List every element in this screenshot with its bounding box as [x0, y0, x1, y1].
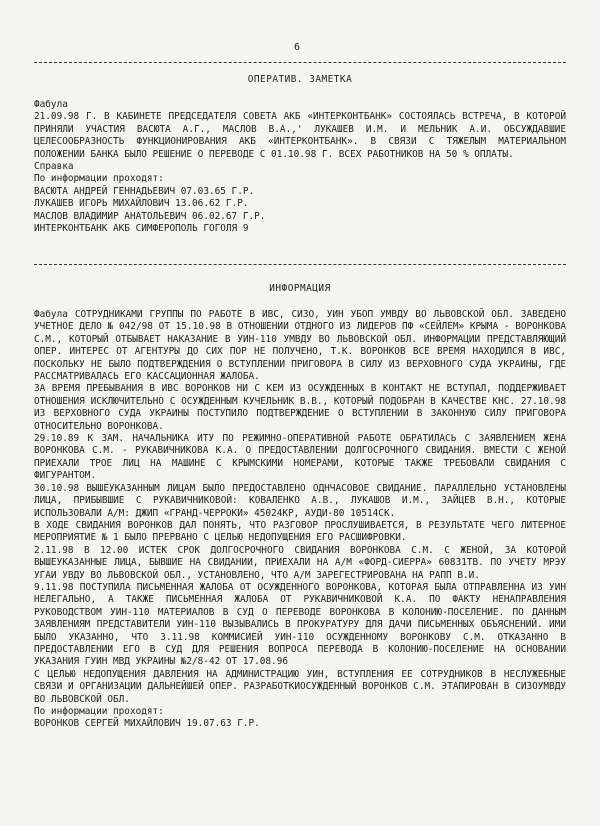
info-label: По информации проходят:	[34, 173, 164, 185]
operative-note	[34, 99, 566, 235]
paragraph: ЗА ВРЕМЯ ПРЕБЫВАНИЯ В ИВС ВОРОНКОВ НИ С КЕМ ИЗ ОСУЖДЕННЫХ В КОНТАКТ НЕ ВСТУПАЛ, ПОДДЕРЖИВАЕТ ОТНОШЕНИЯ ИСКЛЮЧИТЕЛЬНО С ОСУЖДЕННЫМ КУЧЕЛЬНИК В.В., КОТОРЫЙ ПОДОБРАН В КАЧЕСТВЕ КНС. 27.10.98 ИЗ ВЕРХОВНОГО СУДА УКРАИНЫ ПОСТУПИЛО ПОДТВЕРЖДЕНИЕ О ВСТУПЛЕНИИ В ЗАКОННУЮ СИЛУ ПРИГОВОРА ОТНОСИТЕЛЬНО ВОРОНКОВА.	[34, 383, 566, 432]
paragraph: С ЦЕЛЬЮ НЕДОПУЩЕНИЯ ДАВЛЕНИЯ НА АДМИНИСТРАЦИЮ УИН, ВСТУПЛЕНИЯ ЕЕ СОТРУДНИКОВ В НЕСЛУЖЕБНЫЕ СВЯЗИ И ОРГАНИЗАЦИИ ДАЛЬНЕЙШЕЙ ОПЕР. РАЗРАБОТКИОСУЖДЕННЫЙ ВОРОНКОВ С.М. ЭТАПИРОВАН В СИЗОУМВДУ ВО ЛЬВОВСКОЙ ОБЛ.	[34, 668, 566, 705]
reference-label: Справка	[34, 161, 74, 173]
fabula-label: Фабула	[34, 99, 68, 110]
section-title: ОПЕРАТИВ. ЗАМЕТКА	[247, 74, 353, 85]
fabula-text: 21.09.98 Г. В КАБИНЕТЕ ПРЕДСЕДАТЕЛЯ СОВЕТА АКБ «ИНТЕРКОНТБАНК» СОСТОЯЛАСЬ ВСТРЕЧА, В КОТОРОЙ ПРИНЯЛИ УЧАСТИЯ ВАСЮТА А.Г., МАСЛОВ В.А.,' ЛУКАШЕВ И.М. И МЕЛЬНИК А.И. ОБСУЖДАВШИЕ ЦЕЛЕСООБРАЗНОСТЬ ФУНКЦИОНИРОВАНИЯ АКБ «ИНТЕРКОНТБАНК». В СВЯЗИ С ТЯЖЕЛЫМ МАТЕРИАЛЬНОМ ПОЛОЖЕНИИ БАНКА БЫЛО РЕШЕНИЕ О ПЕРЕВОДЕ С 01.10.98 Г. ВСЕХ РАБОТНИКОВ НА 50 % ОПЛАТЫ.	[34, 111, 566, 160]
page-number: 6	[294, 42, 301, 53]
paragraph: 9.11.98 ПОСТУПИЛА ПИСЬМЕННАЯ ЖАЛОБА ОТ ОСУЖДЕННОГО ВОРОНКОВА, КОТОРАЯ БЫЛА ОТПРАВЛЕННА ИЗ УИН НЕЛЕГАЛЬНО, А ТАКЖЕ ПИСЬМЕННАЯ ЖАЛОБА ОТ РУКАВИЧНИКОВОЙ К.А. ПО ФАКТУ НЕНАПРАВЛЕНИЯ РУКОВОДСТВОМ УИН-110 МАТЕРИАЛОВ В СУД О ПЕРЕВОДЕ ВОРОНКОВА В КОЛОНИЮ-ПОСЕЛЕНИЕ. ПО ДАННЫМ ЗАЯВЛЕНИЯМ ПРЕДСТАВИТЕЛИ УИН-110 ВЫЗЫВАЛИСЬ В ПРОКУРАТУРУ ДЛЯ ДАЧИ ПИСЬМЕННЫХ ОБЪЯСНЕНИЙ. ИМИ БЫЛО УКАЗАННО, ЧТО 3.11.98 КОММИСИЕЙ УИН-110 ОСУЖДЕННОМУ ВОРОНКОВУ С.М. ОТКАЗАННО В ПРЕДОСТАВЛЕНИИ ЕГО В СУД ДЛЯ РЕШЕНИЯ ВОПРОСА ПЕРЕВОДА В КОЛОНИЮ-ПОСЕЛЕНИЕ НА ОСНОВАНИИ УКАЗАНИЯ ГУИН МВД УКРАИНЫ №2/8-42 ОТ 17.08.96	[34, 581, 566, 668]
paragraph: В ХОДЕ СВИДАНИЯ ВОРОНКОВ ДАЛ ПОНЯТЬ, ЧТО РАЗГОВОР ПРОСЛУШИВАЕТСЯ, В РЕЗУЛЬТАТЕ ЧЕГО ЛИТЕРНОЕ МЕРОПРИЯТИЕ № 1 БЫЛО ПРЕРВАНО С ЦЕЛЬЮ НЕДОПУЩЕНИЯ ЕГО РАСШИФРОВКИ.	[34, 519, 566, 544]
person-entry: МАСЛОВ ВЛАДИМИР АНАТОЛЬЕВИЧ 06.02.67 Г.Р.	[34, 210, 266, 222]
paragraph: 2.11.98 В 12.00 ИСТЕК СРОК ДОЛГОСРОЧНОГО СВИДАНИЯ ВОРОНКОВА С.М. С ЖЕНОЙ, ЗА КОТОРОЙ ВЫШЕУКАЗАННЫЕ ЛИЦА, БЫВШИЕ НА СВИДАНИИ, ПРИЕХАЛИ НА А/М «ФОРД-СИЕРРА» 60831ТВ. ПО УЧЕТУ МРЭУ УГАИ УВДУ ВО ЛЬВОВСКОЙ ОБЛ., УСТАНОВЛЕНО, ЧТО А/М ЗАРЕГЕСТРИРОВАНА НА РАПП В.И.	[34, 544, 566, 581]
section-title: ИНФОРМАЦИЯ	[269, 283, 331, 294]
info-label: По информации проходят:	[34, 706, 164, 717]
person-entry: ИНТЕРКОНТБАНК АКБ СИМФЕРОПОЛЬ ГОГОЛЯ 9	[34, 223, 249, 235]
section-divider	[34, 62, 566, 63]
section-divider	[34, 264, 566, 265]
information-body	[34, 309, 566, 731]
paragraph: 30.10.98 ВЫШЕУКАЗАННЫМ ЛИЦАМ БЫЛО ПРЕДОСТАВЛЕНО ОДНЧАСОВОЕ СВИДАНИЕ. ПАРАЛЛЕЛЬНО УСТАНОВЛЕНЫ ЛИЦА, ПРИБЫВШИЕ С РУКАВИЧНИКОВОЙ: КОВАЛЕНКО А.В., ЛУКАШОВ И.М., ЗАЙЦЕВ В.Н., КОТОРЫЕ ИСПОЛЬЗОВАЛИ А/М: ДЖИП «ГРАНД-ЧЕРРОКИ» 45024КР, АУДИ-80 10514СК.	[34, 482, 566, 519]
person-entry: ЛУКАШЕВ ИГОРЬ МИХАЙЛОВИЧ 13.06.62 Г.Р.	[34, 198, 249, 210]
paragraph: Фабула СОТРУДНИКАМИ ГРУППЫ ПО РАБОТЕ В ИВС, СИЗО, УИН УБОП УМВДУ ВО ЛЬВОВСКОЙ ОБЛ. ЗАВЕДЕНО УЧЕТНОЕ ДЕЛО № 042/98 ОТ 15.10.98 В ОТНОШЕНИИ ОТДНОГО ИЗ ЛИДЕРОВ ПФ «СЕЙЛЕМ» КРЫМА - ВОРОНКОВА С.М., КОТОРЫЙ ОТБЫВАЕТ НАКАЗАНИЕ В УИН-110 УМВДУ ВО ЛЬВОВСКОЙ ОБЛ. ИНФОРМАЦИИ ПРЕДСТАВЛЯЮЩИЙ ОПЕР. ИНТЕРЕС ОТ АГЕНТУРЫ ДО СИХ ПОР НЕ ПОЛУЧЕНО, Т.К. ВОРОНКОВ ВСЕ ВРЕМЯ НАХОДИЛСЯ В ИВС, ПОСКОЛЬКУ НЕ БЫЛО ПОДТВЕРЖДЕНИЯ О ВСТУПЛЕНИИ ПРИГОВОРА В СИЛУ ИЗ ВЕРХОВНОГО СУДА УКРАИНЫ, ГДЕ РАССМАТРИВАЛАСЬ ЕГО КАССАЦИОННАЯ ЖАЛОБА.	[34, 309, 566, 383]
paragraph: 29.10.89 К ЗАМ. НАЧАЛЬНИКА ИТУ ПО РЕЖИМНО-ОПЕРАТИВНОЙ РАБОТЕ ОБРАТИЛАСЬ С ЗАЯВЛЕНИЕМ ЖЕНА ВОРОНКОВА С.М. - РУКАВИЧНИКОВА К.А. О ПРЕДОСТАВЛЕНИИ ДОЛГОСРОЧНОГО СВИДАНИЯ. ВМЕСТИ С ЖЕНОЙ ПРИЕХАЛИ ТРОЕ ЛИЦ НА МАШИНЕ С КРЫМСКИМИ НОМЕРАМИ, КОТОРЫЕ ТАКЖЕ ТРЕБОВАЛИ СВИДАНИЯ С ФИГУРАНТОМ.	[34, 433, 566, 482]
person-entry: ВАСЮТА АНДРЕЙ ГЕННАДЬЕВИЧ 07.03.65 Г.Р.	[34, 185, 255, 197]
person-entry: ВОРОНКОВ СЕРГЕЙ МИХАЙЛОВИЧ 19.07.63 Г.Р.	[34, 718, 260, 730]
